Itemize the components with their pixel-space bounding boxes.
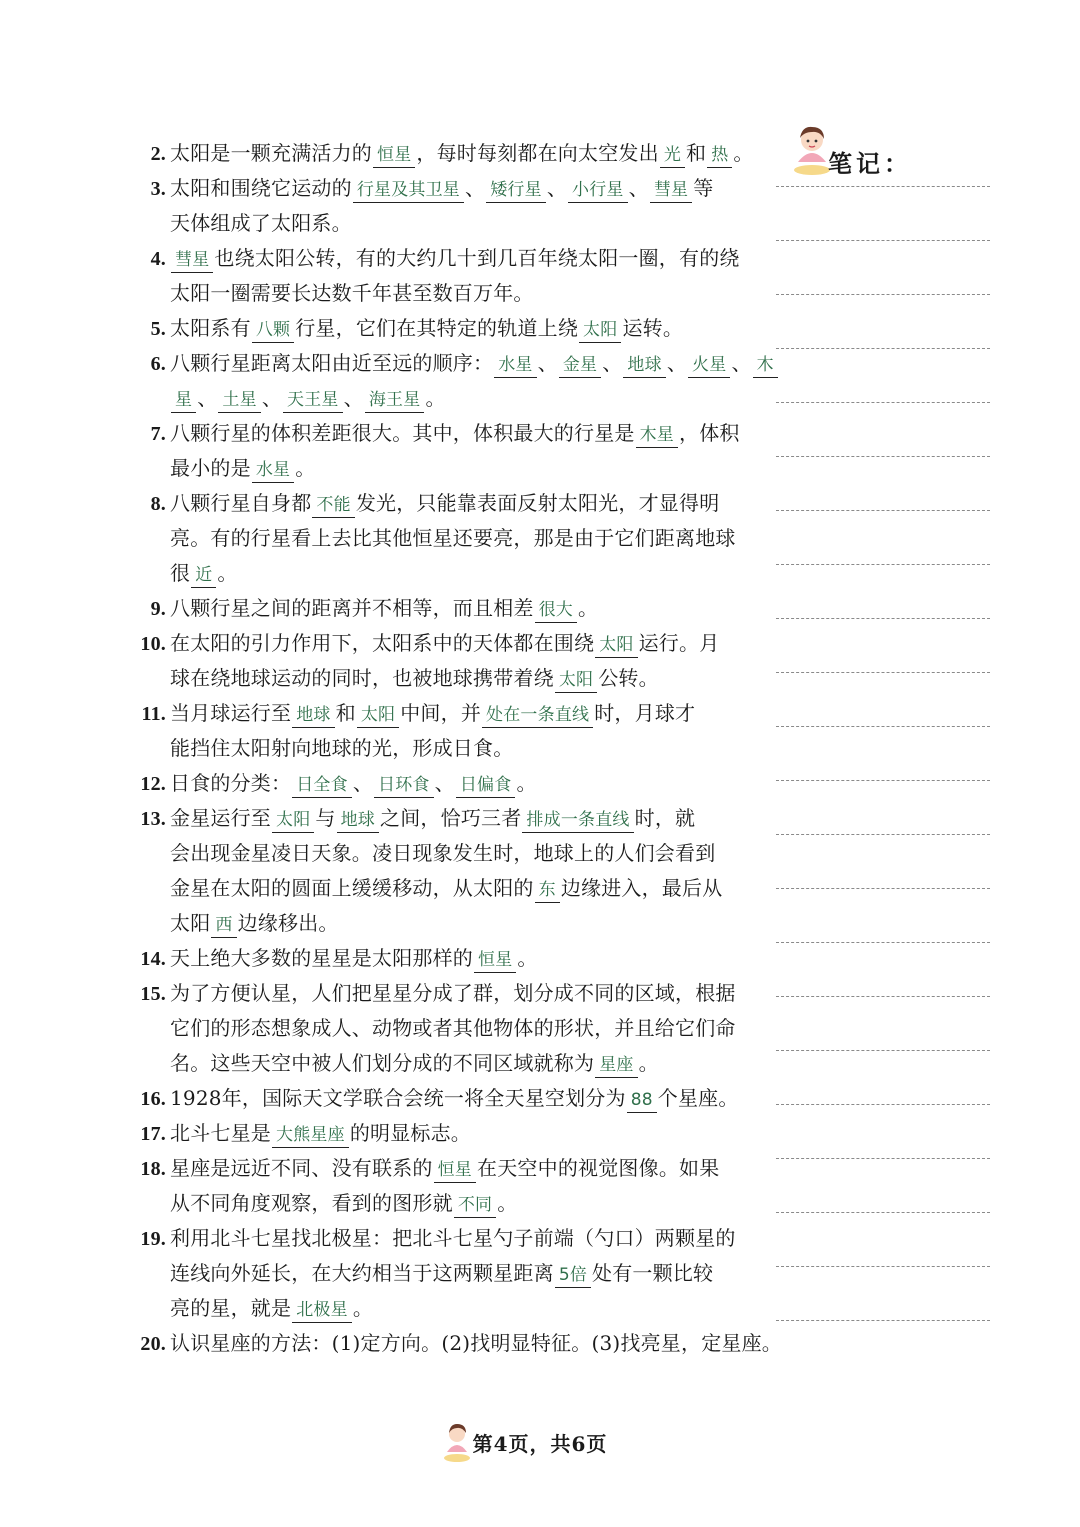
question-text: 运转。 — [622, 316, 684, 340]
question-item — [130, 941, 740, 976]
notes-rule-line — [776, 1050, 990, 1051]
question-text: 在天空中的视觉图像。如果 — [477, 1156, 720, 1180]
notes-rule-line — [776, 456, 990, 457]
question-text: 与 — [315, 806, 336, 830]
answer-blank: 排成一条直线 — [522, 808, 633, 833]
question-number: 17. — [140, 1123, 166, 1145]
question-line — [130, 871, 740, 906]
question-text: 公转。 — [598, 666, 659, 690]
answer-blank: 火星 — [688, 353, 730, 378]
question-text: 八颗行星自身都 — [170, 491, 312, 515]
question-line — [130, 136, 754, 171]
question-text: 亮。有的行星看上去比其他恒星还要亮，那是由于它们距离地球 — [170, 526, 736, 550]
question-line — [130, 206, 740, 241]
notes-rule-line — [776, 240, 990, 241]
answer-blank: 木星 — [636, 423, 678, 448]
answer-blank: 小行星 — [568, 178, 628, 203]
question-text: 中间，并 — [400, 701, 482, 725]
notes-rule-line — [776, 348, 990, 349]
question-text: 八颗行星之间的距离并不相等，而且相差 — [170, 596, 534, 620]
question-text: 和 — [686, 141, 707, 165]
question-line — [130, 451, 740, 486]
girl-mascot-icon — [440, 1420, 474, 1464]
answer-blank: 恒星 — [373, 143, 415, 168]
question-item — [130, 1151, 740, 1221]
notes-rule-line — [776, 834, 990, 835]
answer-blank: 很大 — [535, 598, 577, 623]
question-line — [130, 346, 774, 381]
page-number: 第4页，共6页 — [472, 1432, 608, 1456]
question-text: 的明显标志。 — [349, 1121, 472, 1145]
question-text: 时，就 — [634, 806, 696, 830]
question-number: 9. — [150, 598, 166, 620]
question-text: 天体组成了太阳系。 — [170, 211, 352, 235]
question-line — [130, 1256, 740, 1291]
question-line — [130, 1291, 740, 1326]
question-text: 。 — [217, 561, 238, 585]
notes-rule-line — [776, 1266, 990, 1267]
question-text: 太阳系有 — [170, 316, 251, 340]
notes-rule-line — [776, 780, 990, 781]
question-item — [130, 1326, 782, 1361]
answer-blank: 5倍 — [555, 1263, 591, 1288]
question-number: 3. — [150, 178, 166, 200]
notes-rule-line — [776, 402, 990, 403]
answer-blank: 近 — [191, 563, 216, 588]
question-line — [130, 1046, 740, 1081]
question-text: 。 — [578, 596, 599, 620]
question-text: 。 — [516, 771, 537, 795]
question-line — [130, 276, 740, 311]
question-item — [130, 346, 774, 416]
question-text: 、 — [666, 351, 688, 375]
question-item — [130, 1116, 740, 1151]
question-text: 、 — [343, 386, 364, 410]
question-text: 太阳 — [170, 911, 211, 935]
question-text: 八颗行星距离太阳由近至远的顺序： — [170, 351, 494, 375]
question-text: 。 — [497, 1191, 518, 1215]
notes-rule-line — [776, 1104, 990, 1105]
answer-blank: 行星及其卫星 — [353, 178, 464, 203]
question-text: 、 — [731, 351, 752, 375]
answer-blank: 彗星 — [650, 178, 692, 203]
answer-blank: 地球 — [292, 703, 334, 728]
question-line — [130, 1151, 740, 1186]
question-number: 4. — [150, 248, 166, 270]
question-text: 八颗行星的体积差距很大。其中，体积最大的行星是 — [170, 421, 635, 445]
question-number: 2. — [150, 143, 166, 165]
answer-blank: 彗星 — [171, 248, 213, 273]
answer-blank: 光 — [660, 143, 685, 168]
notes-rule-line — [776, 294, 990, 295]
notes-rule-line — [776, 186, 990, 187]
question-item — [130, 696, 740, 766]
question-text: 时，月球才 — [594, 701, 696, 725]
question-text: 、 — [434, 771, 455, 795]
question-text: ，体积 — [679, 421, 740, 445]
answer-blank: 太阳 — [595, 633, 637, 658]
answer-blank: 不能 — [312, 493, 354, 518]
question-text: 边缘进入，最后从 — [560, 876, 723, 900]
answer-blank: 木 — [753, 353, 778, 378]
answer-blank: 水星 — [494, 353, 536, 378]
answer-blank: 日全食 — [292, 773, 352, 798]
question-line — [130, 941, 740, 976]
answer-blank: 处在一条直线 — [482, 703, 593, 728]
question-number: 10. — [140, 633, 166, 655]
notes-rule-line — [776, 672, 990, 673]
question-number: 6. — [150, 353, 166, 375]
question-item — [130, 766, 740, 801]
question-line — [130, 1116, 740, 1151]
answer-blank: 太阳 — [357, 703, 399, 728]
question-text: 。 — [733, 141, 754, 165]
answer-blank: 西 — [211, 913, 236, 938]
question-number: 19. — [140, 1228, 166, 1250]
question-text: 边缘移出。 — [237, 911, 339, 935]
question-line — [130, 661, 740, 696]
question-text: 日食的分类： — [170, 771, 292, 795]
question-text: 。 — [517, 946, 538, 970]
question-text: 、 — [465, 176, 486, 200]
question-list — [130, 136, 782, 1361]
question-number: 18. — [140, 1158, 166, 1180]
page-footer — [0, 1428, 1080, 1457]
question-text: 会出现金星凌日天象。凌日现象发生时，地球上的人们会看到 — [170, 841, 716, 865]
question-item — [130, 136, 754, 171]
question-text: 发光，只能靠表面反射太阳光，才显得明 — [355, 491, 720, 515]
answer-blank: 恒星 — [474, 948, 516, 973]
question-line — [130, 416, 740, 451]
answer-blank: 东 — [535, 878, 560, 903]
question-text: 。 — [352, 1296, 374, 1320]
answer-blank: 八颗 — [252, 318, 294, 343]
question-line — [130, 241, 740, 276]
question-text: 金星运行至 — [170, 806, 271, 830]
answer-blank: 88 — [627, 1088, 657, 1113]
question-text: 、 — [537, 351, 558, 375]
question-text: 、 — [546, 176, 568, 200]
answer-blank: 日环食 — [374, 773, 434, 798]
question-text: 之间，恰巧三者 — [380, 806, 522, 830]
question-line — [130, 836, 740, 871]
question-number: 15. — [140, 983, 166, 1005]
question-item — [130, 626, 740, 696]
question-text: 认识星座的方法：(1)定方向。(2)找明显特征。(3)找亮星，定星座。 — [170, 1331, 782, 1355]
question-number: 20. — [140, 1333, 166, 1355]
question-text: 在太阳的引力作用下，太阳系中的天体都在围绕 — [170, 631, 595, 655]
question-text: 金星在太阳的圆面上缓缓移动，从太阳的 — [170, 876, 534, 900]
question-text: 太阳和围绕它运动的 — [170, 176, 352, 200]
question-text: 也绕太阳公转，有的大约几十到几百年绕太阳一圈，有的绕 — [214, 246, 740, 270]
question-text: 、 — [261, 386, 283, 410]
question-number: 5. — [150, 318, 166, 340]
question-number: 7. — [150, 423, 166, 445]
question-line — [130, 1081, 740, 1116]
question-text: 运行。月 — [638, 631, 720, 655]
question-line — [130, 486, 740, 521]
answer-blank: 地球 — [337, 808, 379, 833]
question-number: 14. — [140, 948, 166, 970]
question-text: 星座是远近不同、没有联系的 — [170, 1156, 433, 1180]
question-line — [130, 521, 740, 556]
notes-rule-line — [776, 726, 990, 727]
question-text: 北斗七星是 — [170, 1121, 271, 1145]
answer-blank: 金星 — [559, 353, 601, 378]
question-text: 从不同角度观察，看到的图形就 — [170, 1191, 453, 1215]
answer-blank: 北极星 — [292, 1298, 352, 1323]
answer-blank: 星 — [171, 388, 196, 413]
question-item — [130, 591, 740, 626]
answer-blank: 海王星 — [365, 388, 425, 413]
question-item — [130, 311, 740, 346]
question-text: 、 — [602, 351, 623, 375]
question-text: 。 — [425, 386, 446, 410]
notes-title: 笔记： — [828, 149, 912, 178]
notes-rule-line — [776, 564, 990, 565]
notes-rule-line — [776, 510, 990, 511]
question-text: 亮的星，就是 — [170, 1296, 292, 1320]
question-item — [130, 171, 740, 241]
question-text: 行星，它们在其特定的轨道上绕 — [295, 316, 579, 340]
answer-blank: 矮行星 — [486, 178, 546, 203]
answer-blank: 水星 — [252, 458, 294, 483]
answer-blank: 天王星 — [283, 388, 343, 413]
question-text: ，每时每刻都在向太空发出 — [416, 141, 659, 165]
question-text: 名。这些天空中被人们划分成的不同区域就称为 — [170, 1051, 595, 1075]
question-line — [130, 766, 740, 801]
question-text: 。 — [295, 456, 316, 480]
question-text: 当月球运行至 — [170, 701, 292, 725]
notes-rule-line — [776, 1320, 990, 1321]
question-text: 利用北斗七星找北极星：把北斗七星勺子前端（勺口）两颗星的 — [170, 1226, 736, 1250]
answer-blank: 不同 — [454, 1193, 496, 1218]
answer-blank: 太阳 — [579, 318, 621, 343]
question-text: 为了方便认星，人们把星星分成了群，划分成不同的区域，根据 — [170, 981, 736, 1005]
question-text: 、 — [628, 176, 649, 200]
answer-blank: 太阳 — [555, 668, 597, 693]
answer-blank: 日偏食 — [456, 773, 516, 798]
question-line — [130, 801, 740, 836]
question-text: 它们的形态想象成人、动物或者其他物体的形状，并且给它们命 — [170, 1016, 736, 1040]
question-number: 12. — [140, 773, 166, 795]
question-item — [130, 976, 740, 1081]
question-text: 、 — [352, 771, 374, 795]
answer-blank: 星座 — [595, 1053, 637, 1078]
question-item — [130, 1081, 740, 1116]
question-line — [130, 591, 740, 626]
answer-blank: 地球 — [623, 353, 665, 378]
question-line — [130, 1186, 740, 1221]
answer-blank: 恒星 — [434, 1158, 476, 1183]
question-line — [130, 381, 740, 416]
question-line — [130, 976, 740, 1011]
question-text: 、 — [197, 386, 218, 410]
question-line — [130, 171, 740, 206]
question-line — [130, 311, 740, 346]
question-line — [130, 1221, 740, 1256]
question-text: 。 — [638, 1051, 659, 1075]
question-text: 处有一颗比较 — [592, 1261, 714, 1285]
question-item — [130, 801, 740, 941]
question-text: 太阳是一颗充满活力的 — [170, 141, 372, 165]
question-line — [130, 556, 740, 591]
question-item — [130, 1221, 740, 1326]
question-text: 最小的是 — [170, 456, 251, 480]
notes-rule-line — [776, 1158, 990, 1159]
question-line — [130, 1326, 782, 1361]
question-text: 个星座。 — [657, 1086, 739, 1110]
question-item — [130, 241, 740, 311]
question-text: 连线向外延长，在大约相当于这两颗星距离 — [170, 1261, 554, 1285]
notes-rule-line — [776, 618, 990, 619]
question-number: 13. — [140, 808, 166, 830]
question-text: 能挡住太阳射向地球的光，形成日食。 — [170, 736, 514, 760]
answer-blank: 大熊星座 — [272, 1123, 349, 1148]
answer-blank: 热 — [707, 143, 732, 168]
question-line — [130, 696, 740, 731]
question-text: 1928年，国际天文学联合会统一将全天星空划分为 — [170, 1086, 626, 1110]
question-text: 球在绕地球运动的同时，也被地球携带着绕 — [170, 666, 554, 690]
question-line — [130, 906, 740, 941]
notes-rule-line — [776, 996, 990, 997]
question-number: 8. — [150, 493, 166, 515]
question-text: 很 — [170, 561, 191, 585]
notes-rule-line — [776, 888, 990, 889]
question-text: 和 — [335, 701, 356, 725]
question-number: 11. — [141, 703, 166, 725]
question-line — [130, 731, 740, 766]
question-number: 16. — [140, 1088, 166, 1110]
notes-rule-line — [776, 1212, 990, 1213]
answer-blank: 太阳 — [272, 808, 314, 833]
question-text: 天上绝大多数的星星是太阳那样的 — [170, 946, 473, 970]
question-item — [130, 486, 740, 591]
question-text: 等 — [693, 176, 714, 200]
answer-blank: 土星 — [218, 388, 260, 413]
question-text: 太阳一圈需要长达数千年甚至数百万年。 — [170, 281, 534, 305]
notes-rule-line — [776, 942, 990, 943]
question-line — [130, 1011, 740, 1046]
question-line — [130, 626, 740, 661]
question-item — [130, 416, 740, 486]
